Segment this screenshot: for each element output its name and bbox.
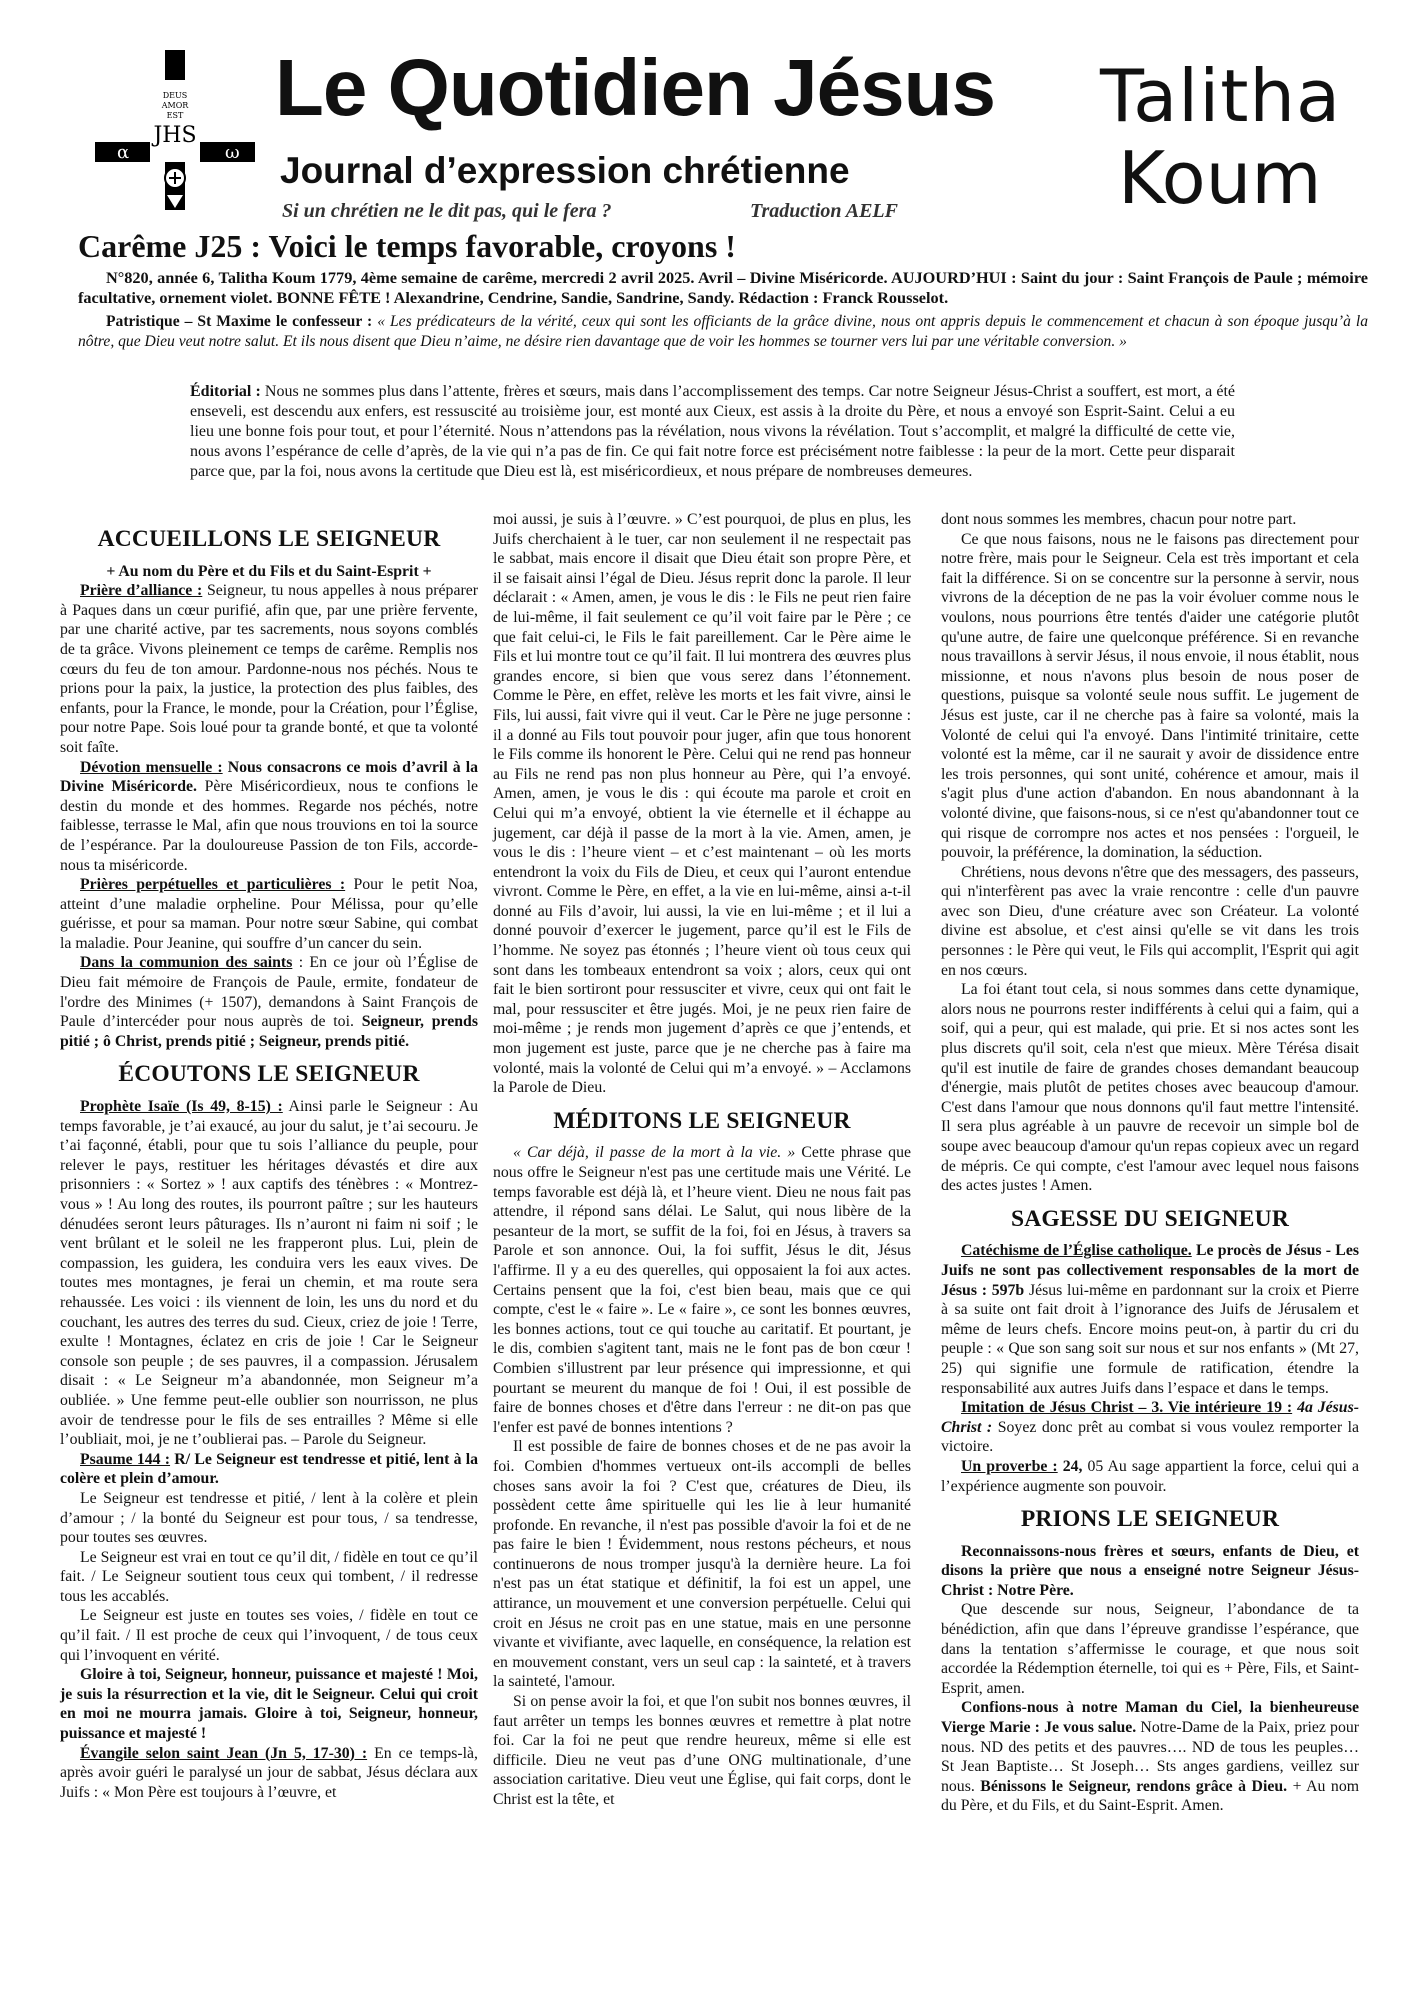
brand-line1: Talitha [1100,54,1342,138]
svg-text:AMOR: AMOR [161,101,189,110]
prieres-label: Prières perpétuelles et particulières : [80,876,346,894]
priere-alliance-text: Seigneur, tu nous appelles à nous préparer à Paques dans un cœur purifié, afin que, par une prière fervente, par une charité active, par tes sacrements, nous soyons comblés de ta grâce. Vivons pleinement ce temps de carême. Remplis nos cœurs du feu de ton amour. Pardonne-nous nos péchés. Nous te prions pour la paix, la justice, la protection des plus faibles, des enfants, pour la France, le monde, pour la Création, pour l’Église, pour notre Pape. Sois loué pour ta grande bonté, et que ta volonté soit faîte. [60,582,478,756]
psaume-verse-2: Le Seigneur est vrai en tout ce qu’il dit, / fidèle en tout ce qu’il fait. / Le Seigneur soutient tous ceux qui tombent, / il redresse tous les accablés. [60,1548,478,1605]
meditation-p1 [493,1143,911,1437]
imitation-text: Soyez donc prêt au combat si vous voulez remporter la victoire. [941,1418,1360,1456]
section-heading-ecoutons: ÉCOUTONS LE SEIGNEUR [118,1061,420,1088]
prieres-text: Pour le petit Noa, atteint d’une maladie orpheline. Pour Mélissa, pour qu’elle guérisse, et pour sa maman. Pour notre sœur Sabine, qui combat la maladie. Pour Jeanine, qui souffre d’un cancer du sein. [60,876,478,952]
proverbe [941,1457,1359,1496]
patristique [78,312,1368,352]
column-1 [60,510,478,1802]
editorial [190,382,1235,482]
devotion-label: Dévotion mensuelle : [80,758,223,776]
evangile-continued: moi aussi, je suis à l’œuvre. » C’est pourquoi, de plus en plus, les Juifs cherchaient à le tuer, car non seulement il ne respectait pas le sabbat, mais encore il disait que Dieu était son propre Père, et il se faisait ainsi l’égal de Dieu. Jésus reprit donc la parole. Il leur déclarait : « Amen, amen, je vous le dis : le Fils ne peut rien faire de lui-même, il fait seulement ce qu’il voit faire par le Père ; ce que fait celui-ci, le Fils le fait pareillement. Car le Père aime le Fils et lui montre tout ce qu’il fait. Il lui montrera des œuvres plus grandes encore, si bien que vous serez dans l’étonnement. Comme le Père, en effet, relève les morts et les fait vivre, ainsi le Fils, lui aussi, fait vivre qui il veut. Car le Père ne juge personne : il a donné au Fils tout pouvoir pour juger, afin que tous honorent le Fils comme ils honorent le Père. Celui qui ne rend pas honneur au Fils ne rend pas non plus honneur au Père, qui l’a envoyé. Amen, amen, je vous le dis : qui écoute ma parole et croit en Celui qui m’a envoyé, obtient la vie éternelle et il échappe au jugement, car déjà il passe de la mort à la vie. Amen, amen, je vous le dis : l’heure vient – et c’est maintenant – où les morts entendront la voix du Fils de Dieu, et ceux qui l’auront entendue vivront. Comme le Père, en effet, a la vie en lui-même, ainsi a-t-il donné au Fils d’avoir, lui aussi, la vie en lui-même ; et il lui a donné pouvoir d’exercer le jugement, parce qu’il est le Fils de l’homme. Ne soyez pas étonnés ; l’heure vient où tous ceux qui sont dans les tombeaux entendront sa voix ; alors, ceux qui ont fait le bien sortiront pour ressusciter et vivre, ceux qui ont fait le mal, pour ressusciter et être jugés. Moi, je ne peux rien faire de moi-même ; je rends mon jugement d’après ce que j’entends, et mon jugement est juste, parce que je ne cherche pas à faire ma volonté, mais la volonté de Celui qui m’a envoyé. » – Acclamons la Parole de Dieu. [493,511,911,1097]
benissons: Bénissons le Seigneur, rendons grâce à Dieu. [980,1777,1288,1795]
patristique-text: « Les prédicateurs de la vérité, ceux qui sont les officiants de la grâce divine, nous ont appris depuis le commencement et chacun à son époque jusqu’à la nôtre, que Dieu veut notre salut. Et ils nous disent que Dieu n’aime, ne désire rien davantage que de voir les hommes se tourner vers lui par une véritable conversion. » [78,313,1368,350]
catechisme [941,1241,1359,1398]
meditation-p3: Si on pense avoir la foi, et que l'on subit nos bonnes œuvres, il faut arrêter un temps les bonnes œuvres et remettre à plat notre foi. Car la foi ne peut que rendre heureux, même si elle est difficile. Dieu ne veut pas d’une ONG multinationale, d’une association caritative. Dieu veut une Église, qui fait corps, dont le Christ est la tête, et [493,1693,911,1808]
catechisme-label: Catéchisme de l’Église catholique. [961,1242,1192,1260]
communion-bold: Seigneur, prends pitié ; ô Christ, prends pitié ; Seigneur, prends pitié. [60,1013,478,1050]
proverbe-text: 05 Au sage appartient la force, celui qui a l’expérience augmente son pouvoir. [941,1457,1359,1495]
editorial-text: Nous ne sommes plus dans l’attente, frères et sœurs, mais dans l’accomplissement des temps. Car notre Seigneur Jésus-Christ a souffert, est mort, a été enseveli, est descendu aux enfers, est ressuscité au troisième jour, est monté aux Cieux, est assis à la droite du Père, et nous a envoyé son Esprit-Saint. Celui a eu lieu une bonne fois pour tout, et pour l’éternité. Nous n’attendons pas la révélation, nous vivons la révélation. Tout s’accomplit, et malgré la difficulté de cette vie, nous avons l’espérance de celle d’après, de la vie qui n’a pas de fin. Ce qui fait notre force est précisément notre faiblesse : la peur de la mort. Cette peur disparait parce que, par la foi, nous avons la certitude que Dieu est là, est miséricordieux, et nous prépare de nombreuses demeures. [190,383,1236,480]
translation-credit: Traduction AELF [750,200,898,222]
prieres-perpetuelles [60,875,478,953]
communion-saints [60,953,478,1051]
psaume-verse-3: Le Seigneur est juste en toutes ses voies, / fidèle en tout ce qu’il fait. / Il est proche de ceux qui l’invoquent, / de tous ceux qui l’invoquent en vérité. [60,1607,478,1664]
psaume-refrain: R/ Le Seigneur est tendresse et pitié, lent à la colère et plein d’amour. [60,1450,479,1488]
catechisme-bold: Le procès de Jésus - Les Juifs ne sont pas collectivement responsables de la mort de Jésus : 597b [941,1242,1359,1299]
imitation-italic: 4a Jésus-Christ : [941,1399,1360,1436]
notre-pere-intro: Reconnaissons-nous frères et sœurs, enfants de Dieu, et disons la prière que nous a enseigné notre Seigneur Jésus-Christ : Notre Père. [941,1542,1359,1599]
proverbe-ref: 24, [1062,1457,1083,1475]
imitation [941,1398,1359,1457]
isaie-reading [60,1097,478,1450]
meditation-p4: Ce que nous faisons, nous ne le faisons pas directement pour notre frère, mais pour le Seigneur. Cela est très important et cela fait la différence. Si on se concentre sur la personne à servir, nous vivrons de la déception de ne pas la voir évoluer comme nous le voulons, nous pourrions être tentés d'aider une catégorie plutôt qu'une autre, de faire une quelconque préférence. Si en revanche nous travaillons à servir Jésus, il nous envoie, il nous établit, nous missionne, et nous n'avons plus besoin de nous poser de questions, puisque sa volonté seule nous suffit. Le jugement de Jésus est juste, car il ne cherche pas à faire sa volonté, mais la Volonté de celui qui l'a envoyé. Dans l'intimité trinitaire, cette volonté est la même, car il ne saurait y avoir de dissidence entre les trois personnes, qui sont unité, cohérence et amour, mais il s'agit plus d'une action d'abandon. En nous abandonnant à la volonté divine, que faisons-nous, si ce n'est qu'abandonner tout ce qui risque de corrompre nos actes et nos pensées : l'orgueil, le pouvoir, la préférence, la domination, la séduction. [941,530,1359,862]
svg-text:EST: EST [166,111,184,120]
meditation-p2: Il est possible de faire de bonnes choses et de ne pas avoir la foi. Combien d'hommes vertueux ont-ils accompli de belles choses sans avoir la foi ? C'est que, créatures de Dieu, ils possèdent cette âme spirituelle qui les lie à leur humanité profonde. En revanche, il n'est pas possible d'avoir la foi et de ne pas faire le bien ! Évidemment, nous restons pécheurs, et nous continuerons de nous tromper jusqu'à la dernière heure. La foi n'est pas un état statique et définitif, la foi est un appel, une attirance, un mouvement et une conversion perpétuelle. Celui qui croit en Jésus ne croit pas en une statue, mais en une personne vivante et vivifiante, avec laquelle, en conséquence, la relation est en mouvement constant, vers un seul cap : la sainteté, et à travers la sainteté, l'amour. [493,1438,911,1691]
catechisme-text: Jésus lui-même en pardonnant sur la croix et Pierre à sa suite ont fait droit à l’ignorance des Juifs de Jérusalem et même de leurs chefs. Encore moins peut-on, à partir du cri du peuple : « Que son sang soit sur nous et sur nos enfants » (Mt 27, 25) qui signifie une formule de ratification, étendre la responsabilité aux autres Juifs dans l’espace et dans le temps. [941,1281,1360,1397]
evangile-text: En ce temps-là, après avoir guéri le paralysé un jour de sabbat, Jésus déclara aux Juifs : « Mon Père est toujours à l’œuvre, et [60,1744,478,1801]
svg-text:α: α [117,142,130,163]
svg-text:ω: ω [225,142,240,163]
motto: Si un chrétien ne le dit pas, qui le fera ? [282,200,612,222]
priere-alliance [60,581,478,757]
proverbe-label: Un proverbe : [961,1457,1058,1475]
benediction: Que descende sur nous, Seigneur, l’abondance de ta bénédiction, afin que dans l’épreuve grandisse l’espérance, que dans la tentation s’affermisse le courage, et que nous soit accordée la Rédemption éternelle, toi qui es + Père, Fils, et Saint-Esprit, amen. [941,1601,1359,1697]
issue-meta: N°820, année 6, Talitha Koum 1779, 4ème semaine de carême, mercredi 2 avril 2025. Avril – Divine Miséricorde. AUJOURD’HUI : Saint du jour : Saint François de Paule ; mémoire facultative, ornement violet. BONNE FÊTE ! Alexandrine, Cendrine, Sandie, Sandrine, Sandy. Rédaction : Franck Rousselot. [78,268,1368,307]
meditation-quote: « Car déjà, il passe de la mort à la vie. » [513,1144,796,1162]
section-heading-meditons: MÉDITONS LE SEIGNEUR [553,1107,851,1134]
meditation-continued: dont nous sommes les membres, chacun pour notre part. [941,511,1297,528]
psaume-verse-1: Le Seigneur est tendresse et pitié, / lent à la colère et plein d’amour ; / la bonté du Seigneur est pour tous, / sa tendresse, pour toutes ses œuvres. [60,1489,478,1547]
headline: Carême J25 : Voici le temps favorable, croyons ! [78,228,736,264]
devotion-mensuelle [60,758,478,876]
closing-sign: + Au nom du Père, et du Fils, et du Saint-Esprit. Amen. [941,1777,1360,1815]
editorial-label: Éditorial : [190,383,261,400]
column-2 [493,510,911,1810]
evangile-label: Évangile selon saint Jean (Jn 5, 17-30) : [80,1744,368,1762]
cross-logo-icon [95,50,255,210]
section-heading-accueillons: ACCUEILLONS LE SEIGNEUR [97,526,441,552]
brand-line2: Koum [1118,136,1322,220]
meditation-p6: La foi étant tout cela, si nous sommes dans cette dynamique, alors nous ne pourrons rester indifférents à celui qui a faim, qui a soif, qui a peur, qui est malade, qui prie. Et si nos actes sont les plus discrets qu'il soit, cela n'est que mieux. Mère Térésa disait qu'il est inutile de faire de grandes choses demandant beaucoup d'énergie, mais plutôt de petites choses avec beaucoup d'amour. C'est dans l'amour que nous donnons qu'il faut mettre l'intensité. Il sera plus agréable à un pauvre de recevoir un simple bol de soupe avec beaucoup d'amour qu'un repas copieux avec un regard de mépris. Ce qui compte, c'est l'amour avec lequel nous faisons des actes justes ! Amen. [941,981,1359,1195]
section-heading-prions: PRIONS LE SEIGNEUR [1020,1506,1280,1533]
gloire-acclamation: Gloire à toi, Seigneur, honneur, puissance et majesté ! Moi, je suis la résurrection et la vie, dit le Seigneur. Celui qui croit en moi ne mourra jamais. Gloire à toi, Seigneur, honneur, puissance et majesté ! [60,1666,478,1743]
communion-label: Dans la communion des saints [80,954,293,972]
patristique-label: Patristique – St Maxime le confesseur : [106,313,373,330]
meditation-p1-text: Cette phrase que nous offre le Seigneur n'est pas une certitude mais une Vérité. Le temps favorable est déjà là, et l’heure vient. Dieu ne nous fait pas attendre, il répond sans délai. Le Salut, qui nous libère de la pesanteur de la mort, se suffit de la foi, foi en Jésus, à travers sa Parole et son annonce. Oui, la foi suffit, Jésus le dit, Jésus l'affirme. Il y a eu des querelles, qui opposaient la foi aux actes. Certains pensent que la foi, c'est bien beau, mais que ce qui compte, c'est le « faire ». Le « faire », ce sont les bonnes œuvres, les bonnes actions, tout ce qui touche au caritatif. Et pourtant, je le dis, combien s'agitent tant, mais ne le font pas de bon cœur ! Combien s'illustrent par leur présence qui impressionne, et qui pourtant se meurent du manque de foi ! Oui, il est possible de faire de bonnes choses et d'être dans l'erreur : ne dit-on pas que l'enfer est pavé de bonnes intentions ? [493,1144,911,1436]
isaie-text: Ainsi parle le Seigneur : Au temps favorable, je t’ai exaucé, au jour du salut, je t’ai secouru. Je t’ai façonné, établi, pour que tu sois l’alliance du peuple, pour relever le pays, restituer les héritages dévastés et dire aux prisonniers : « Sortez » ! aux captifs des ténèbres : « Montrez-vous » ! Au long des routes, ils pourront paître ; sur les hauteurs dénudées seront leurs pâturages. Ils n’auront ni faim ni soif ; le vent brûlant et le soleil ne les frapperont plus. Lui, plein de compassion, les guidera, les conduira vers les eaux vives. De toutes mes montagnes, je ferai un chemin, et ma route sera rehaussée. Les voici : ils viennent de loin, les uns du nord et du couchant, les autres des terres du sud. Cieux, criez de joie ! Terre, exulte ! Montagnes, éclatez en cris de joie ! Car le Seigneur console son peuple ; de ses pauvres, il a compassion. Jérusalem disait : « Le Seigneur m’a abandonnée, mon Seigneur m’a oubliée. » Une femme peut-elle oublier son nourrisson, ne plus avoir de tendresse pour le fils de ses entrailles ? Même si elle l’oubliait, moi, je ne t’oublierai pas. – Parole du Seigneur. [60,1098,478,1449]
devotion-bold: Nous consacrons ce mois d’avril à la Divine Miséricorde. [60,758,479,796]
meditation-p5: Chrétiens, nous devons n'être que des messagers, des passeurs, qui n'interfèrent pas avec la vraie rencontre : celle d'un pauvre avec son Dieu, d'une créature avec son Créateur. La volonté divine est absolue, et c'est ainsi qu'elle se vit dans les trois personnes : le Père qui veut, le Fils qui accomplit, l'Esprit qui agit en nos cœurs. [941,863,1359,979]
section-heading-sagesse: SAGESSE DU SEIGNEUR [1010,1205,1290,1232]
psaume [60,1450,478,1489]
svg-text:DEUS: DEUS [162,91,188,100]
isaie-label: Prophète Isaïe (Is 49, 8-15) : [80,1098,283,1116]
imitation-label: Imitation de Jésus Christ – 3. Vie intérieure 19 : [961,1399,1293,1417]
newspaper-subtitle: Journal d’expression chrétienne [280,150,850,191]
je-vous-salue [941,1698,1359,1816]
sign-of-cross: + Au nom du Père et du Fils et du Saint-Esprit + [106,562,432,580]
psaume-label: Psaume 144 : [80,1450,171,1468]
svg-text:JHS: JHS [153,123,197,148]
column-3 [941,510,1359,1816]
marie-bold: Confions-nous à notre Maman du Ciel, la bienheureuse Vierge Marie : Je vous salue. [941,1699,1359,1737]
marie-text: Notre-Dame de la Paix, priez pour nous. ND des petits et des pauvres…. ND de tous les peuples… St Jean Baptiste… St Joseph… Sts anges gardiens, veillez sur nous. [941,1719,1360,1795]
talitha-koum-logo [1100,54,1342,220]
communion-text: : En ce jour où l’Église de Dieu fait mémoire de François de Paule, ermite, fondateur de l'ordre des Minimes (+ 1507), demandons à Saint François de Paule d’intercéder pour nous auprès de toi. [60,954,478,1031]
priere-alliance-label: Prière d’alliance : [80,582,203,600]
devotion-text: Père Miséricordieux, nous te confions le destin du monde et des hommes. Regarde nos péchés, notre faiblesse, terrasse le Mal, afin que nous trouvions en toi la source de l’espérance. Par la douloureuse Passion de ton Fils, accorde-nous ta miséricorde. [60,778,478,874]
evangile [60,1744,478,1803]
newspaper-title: Le Quotidien Jésus [275,43,995,132]
